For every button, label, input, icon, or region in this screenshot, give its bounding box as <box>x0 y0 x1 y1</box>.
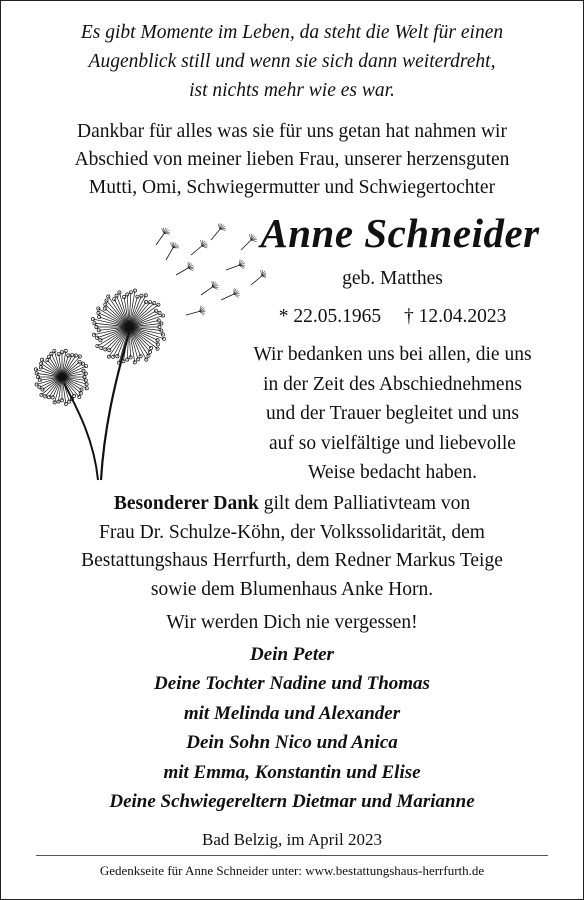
intro-line: Abschied von meiner lieben Frau, unserer herzensguten <box>74 149 510 170</box>
special-thanks-bold: Besonderer Dank <box>113 493 259 514</box>
mourner: mit Melinda und Alexander <box>183 702 401 724</box>
mourner: mit Emma, Konstantin und Elise <box>163 761 421 783</box>
memorial-page-link: Gedenkseite für Anne Schneider unter: www.bestattungshaus-herrfurth.de <box>99 863 485 878</box>
death-date: † 12.04.2023 <box>403 306 507 327</box>
special-thanks <box>0 490 584 604</box>
special-thanks-line: Frau Dr. Schulze-Köhn, der Volkssolidarität, dem <box>99 521 485 543</box>
quote-line: Es gibt Momente im Leben, da steht die Welt für einen <box>80 22 504 43</box>
life-dates <box>215 302 570 331</box>
thanks-line: Weise bedacht haben. <box>308 462 477 483</box>
intro-text <box>0 118 584 202</box>
deceased-name: Anne Schneider <box>260 210 540 256</box>
opening-quote <box>0 18 584 105</box>
never-forget: Wir werden Dich nie vergessen! <box>166 612 418 633</box>
mourner: Deine Schwiegereltern Dietmar und Marianne <box>109 791 475 813</box>
thanks-line: in der Zeit des Abschiednehmens <box>263 373 522 395</box>
mourner: Dein Sohn Nico und Anica <box>186 732 398 754</box>
thanks-line: auf so vielfältige und liebevolle <box>269 432 516 454</box>
birth-date: * 22.05.1965 <box>278 306 382 327</box>
quote-line: ist nichts mehr wie es war. <box>189 80 395 101</box>
footer-divider <box>36 855 548 856</box>
special-thanks-line: Bestattungshaus Herrfurth, dem Redner Markus Teige <box>81 550 503 571</box>
intro-line: Dankbar für alles was sie für uns getan hat nahmen wir <box>77 121 507 142</box>
quote-line: Augenblick still und wenn sie sich dann weiterdreht, <box>88 51 496 72</box>
special-thanks-line <box>0 490 584 519</box>
place-date: Bad Belzig, im April 2023 <box>202 830 382 849</box>
birth-name: geb. Matthes <box>342 268 443 289</box>
intro-line: Mutti, Omi, Schwiegermutter und Schwiegertochter <box>88 177 496 198</box>
special-thanks-line: sowie dem Blumenhaus Anke Horn. <box>150 578 434 600</box>
special-thanks-rest: gilt dem Palliativteam von <box>258 493 471 514</box>
thanks-text <box>215 340 570 488</box>
mourner: Dein Peter <box>250 644 334 665</box>
mourners-list <box>0 640 584 816</box>
thanks-line: und der Trauer begleitet und uns <box>266 403 519 424</box>
thanks-line: Wir bedanken uns bei allen, die uns <box>253 344 532 365</box>
mourner: Deine Tochter Nadine und Thomas <box>154 673 430 695</box>
